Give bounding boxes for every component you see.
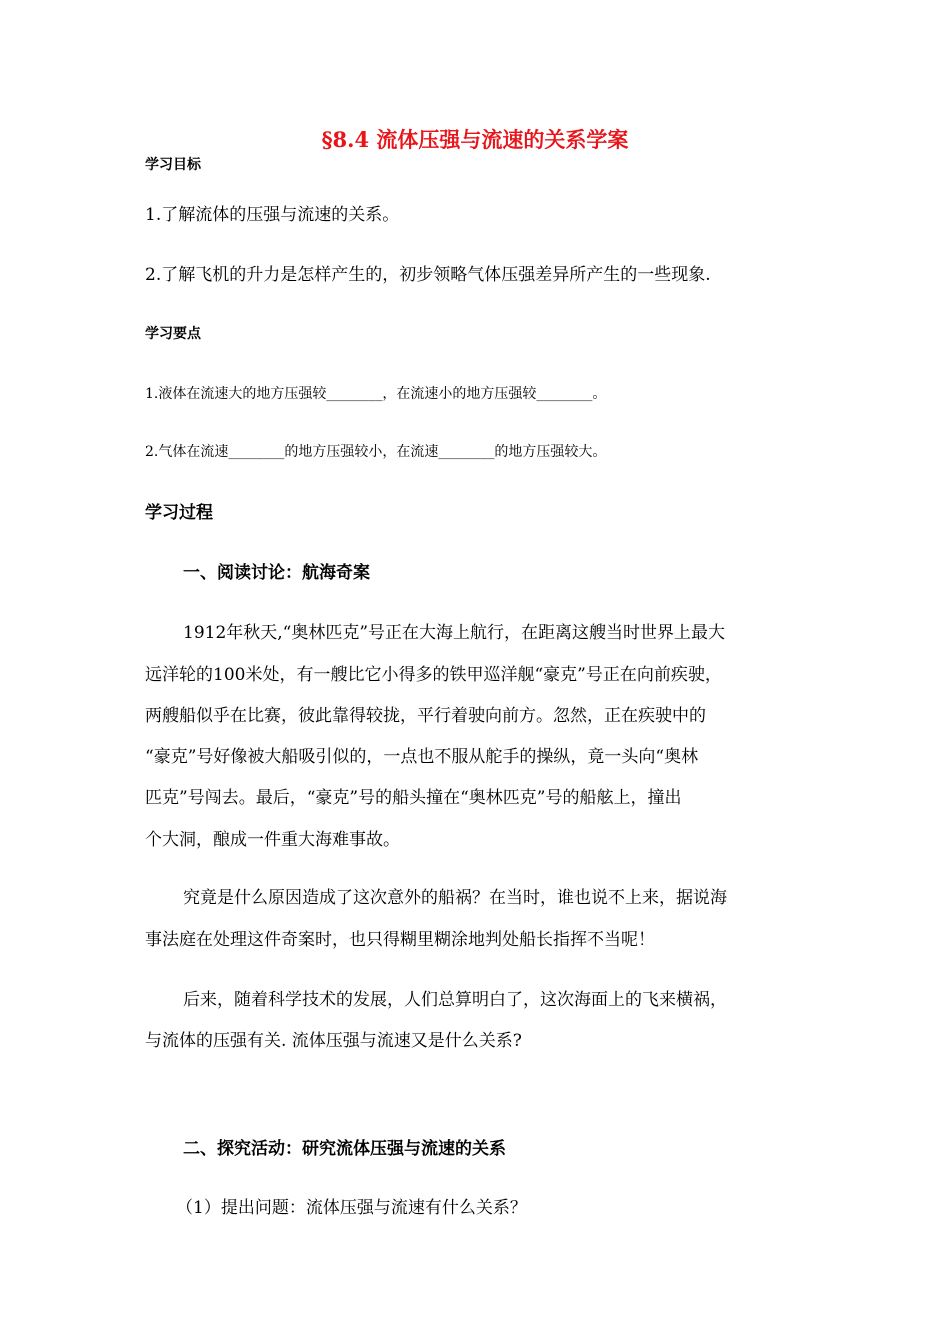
story-line: 后来，随着科学技术的发展，人们总算明白了，这次海面上的飞来横祸， xyxy=(183,990,727,1010)
story-line: 究竟是什么原因造成了这次意外的船祸？在当时，谁也说不上来，据说海 xyxy=(183,888,727,908)
story-line: 远洋轮的100米处，有一艘比它小得多的铁甲巡洋舰“豪克”号正在向前疾驶， xyxy=(145,665,722,685)
keypoints-heading: 学习要点 xyxy=(145,326,201,342)
inquiry-item: （1）提出问题：流体压强与流速有什么关系？ xyxy=(176,1198,527,1218)
keypoint-item: 2.气体在流速________的地方压强较小，在流速________的地方压强较大。 xyxy=(145,444,607,460)
process-heading: 学习过程 xyxy=(145,503,213,523)
story-line: “豪克”号好像被大船吸引似的，一点也不服从舵手的操纵，竟一头向“奥林 xyxy=(145,747,699,767)
section2-heading: 二、探究活动：研究流体压强与流速的关系 xyxy=(183,1139,506,1159)
section1-heading: 一、阅读讨论：航海奇案 xyxy=(183,563,370,583)
document-title: §8.4 流体压强与流速的关系学案 xyxy=(321,127,629,152)
keypoint-item: 1.液体在流速大的地方压强较________，在流速小的地方压强较________。 xyxy=(145,386,607,402)
goal-item: 2.了解飞机的升力是怎样产生的，初步领略气体压强差异所产生的一些现象. xyxy=(145,265,711,285)
story-line: 两艘船似乎在比赛，彼此靠得较拢，平行着驶向前方。忽然，正在疾驶中的 xyxy=(145,706,706,726)
story-line: 事法庭在处理这件奇案时，也只得糊里糊涂地判处船长指挥不当呢！ xyxy=(145,930,655,950)
goals-heading: 学习目标 xyxy=(145,157,201,173)
story-line: 1912年秋天,“奥林匹克”号正在大海上航行，在距离这艘当时世界上最大 xyxy=(183,623,726,643)
story-line: 个大洞，酿成一件重大海难事故。 xyxy=(145,830,400,850)
goal-item: 1.了解流体的压强与流速的关系。 xyxy=(145,205,400,225)
story-line: 与流体的压强有关. 流体压强与流速又是什么关系? xyxy=(145,1031,522,1051)
story-line: 匹克”号闯去。最后，“豪克”号的船头撞在“奥林匹克”号的船舷上，撞出 xyxy=(145,788,682,808)
